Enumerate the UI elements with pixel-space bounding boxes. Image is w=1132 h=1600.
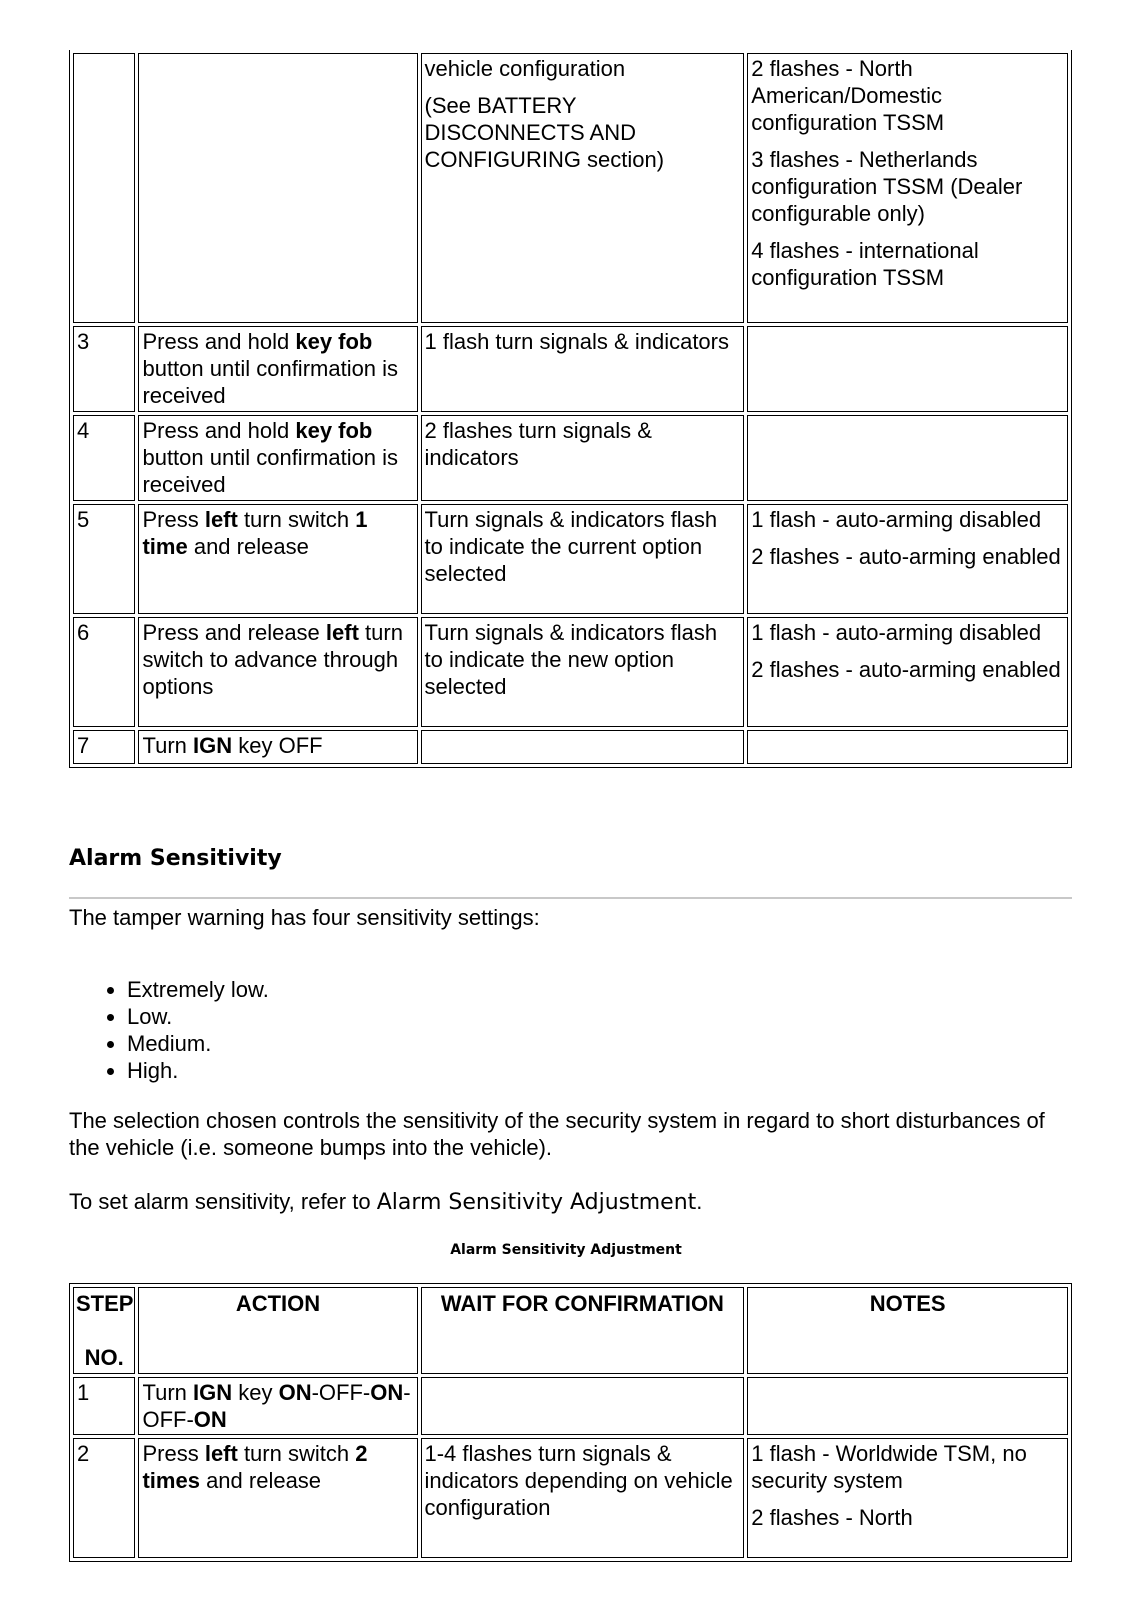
wait-cell [421,415,745,501]
action-text: button until confirmation is received [142,445,399,497]
action-text: key [232,1380,279,1405]
wait-text: (See BATTERY DISCONNECTS AND CONFIGURING section) [424,93,665,172]
list-item: • Low. [127,1003,269,1030]
step-cell: 6 [73,617,135,727]
bold-term: 2 times [142,1441,368,1493]
list-item: • Medium. [127,1030,269,1057]
action-cell [138,730,417,764]
action-text: -OFF- [311,1380,371,1405]
notes-cell [747,415,1068,501]
wait-cell [421,617,745,727]
table-row [73,1377,1068,1435]
step-cell [73,53,135,323]
header-action: ACTION [138,1287,417,1374]
action-cell [138,415,417,501]
step-cell: 4 [73,415,135,501]
note-text: 2 flashes - North American/Domestic configuration TSSM [751,56,945,135]
wait-text: 1-4 flashes turn signals & indicators depending on vehicle configuration [424,1441,733,1520]
notes-cell [747,1438,1068,1558]
list-item: • Extremely low. [127,976,269,1003]
step-cell: 1 [73,1377,135,1435]
bold-term: key fob [295,418,373,443]
action-text: Press and hold [142,418,296,443]
notes-cell [747,504,1068,614]
table-row [73,617,1068,727]
refer-suffix: . [696,1189,703,1214]
note-text: 3 flashes - Netherlands configuration TSSM (Dealer configurable only) [751,147,1023,226]
wait-cell [421,504,745,614]
wait-cell [421,1438,745,1558]
action-cell [138,617,417,727]
action-cell [138,1438,417,1558]
action-text: button until confirmation is received [142,356,399,408]
table-row [73,53,1068,323]
wait-text: Turn signals & indicators flash to indicate the new option selected [424,620,718,699]
notes-cell [747,53,1068,323]
header-notes: NOTES [747,1287,1068,1374]
action-text: -OFF- [142,1380,411,1432]
action-text: Press and hold [142,329,296,354]
wait-text: 2 flashes turn signals & indicators [424,418,652,470]
notes-cell [747,730,1068,764]
wait-text: Turn signals & indicators flash to indicate the current option selected [424,507,718,586]
action-text: and release [187,534,309,559]
action-cell [138,1377,417,1435]
table-row [73,730,1068,764]
wait-cell [421,53,745,323]
action-text: Press [142,1441,205,1466]
procedure-table-continued [69,50,1072,768]
action-text: and release [199,1468,322,1493]
bold-term: ON [370,1380,404,1405]
note-text: 2 flashes - auto-arming enabled [751,657,1061,682]
note-text: 2 flashes - North [751,1505,913,1530]
step-cell: 2 [73,1438,135,1558]
bold-term: 1 time [142,507,368,559]
wait-text: 1 flash turn signals & indicators [424,329,729,354]
refer-prefix: To set alarm sensitivity, refer to [69,1189,377,1214]
bold-term: left [204,507,238,532]
table-row [73,326,1068,412]
action-text: Press [142,507,205,532]
step-cell: 7 [73,730,135,764]
bold-term: ON [193,1407,227,1432]
refer-link[interactable]: Alarm Sensitivity Adjustment [376,1190,697,1215]
action-text: turn switch to advance through options [142,620,403,699]
note-text: 1 flash - Worldwide TSM, no security system [751,1441,1027,1493]
intro-text: The tamper warning has four sensitivity settings: [69,905,540,930]
action-text: key OFF [232,733,323,758]
action-text: turn switch [237,507,356,532]
action-text: Turn [142,733,193,758]
bold-term: IGN [193,1380,233,1405]
table-row [73,1438,1068,1558]
sensitivity-list [69,976,269,1084]
table-caption: Alarm Sensitivity Adjustment [450,1242,682,1258]
heading-divider [69,897,1072,899]
note-text: 2 flashes - auto-arming enabled [751,544,1061,569]
table-row [73,504,1068,614]
wait-cell [421,730,745,764]
table-header-row [73,1287,1068,1374]
step-cell: 5 [73,504,135,614]
note-text: 1 flash - auto-arming disabled [751,620,1042,645]
action-cell [138,504,417,614]
bold-term: left [325,620,359,645]
wait-text: vehicle configuration [424,56,626,81]
notes-cell [747,1377,1068,1435]
notes-cell [747,326,1068,412]
alarm-sensitivity-table [69,1283,1072,1562]
bold-term: ON [278,1380,312,1405]
table-row [73,415,1068,501]
action-text: Press and release [142,620,326,645]
note-text: 4 flashes - international configuration TSSM [751,238,979,290]
header-step: STEP NO. [73,1287,135,1374]
wait-cell [421,326,745,412]
header-wait: WAIT FOR CONFIRMATION [421,1287,745,1374]
action-text: Turn [142,1380,193,1405]
action-text: turn switch [237,1441,356,1466]
list-item: • High. [127,1057,269,1084]
action-cell [138,326,417,412]
wait-cell [421,1377,745,1435]
action-cell [138,53,417,323]
note-text: 1 flash - auto-arming disabled [751,507,1042,532]
step-cell: 3 [73,326,135,412]
description-paragraph: The selection chosen controls the sensitivity of the security system in regard to short disturbances of the vehicle (i.e. someone bumps into the vehicle). [69,1108,1045,1160]
refer-paragraph [69,1188,1079,1216]
section-heading: Alarm Sensitivity [69,846,282,871]
bold-term: IGN [193,733,233,758]
bold-term: left [204,1441,238,1466]
notes-cell [747,617,1068,727]
bold-term: key fob [295,329,373,354]
